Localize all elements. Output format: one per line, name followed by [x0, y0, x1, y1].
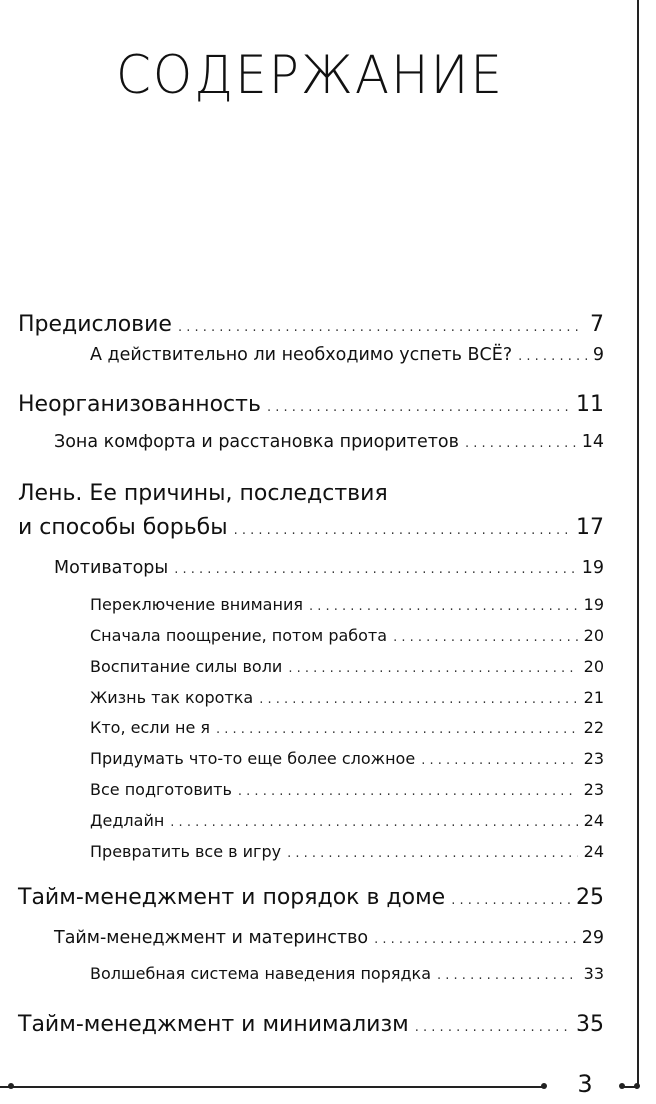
toc-leader-dots — [267, 400, 570, 415]
toc-leader-dots — [451, 893, 570, 908]
toc-entry[interactable] — [90, 749, 604, 768]
toc-entry-label: Зона комфорта и расстановка приоритетов — [54, 432, 459, 452]
toc-page-number: 35 — [576, 1012, 604, 1037]
toc-entry[interactable] — [90, 842, 604, 861]
toc-page-number: 19 — [581, 558, 604, 578]
toc-entry-label: Придумать что-то еще более сложное — [90, 749, 416, 768]
toc-entry-label: Мотиваторы — [54, 558, 169, 578]
toc-entry-label: А действительно ли необходимо успеть ВСЁ? — [90, 345, 513, 365]
toc-leader-dots — [309, 599, 578, 614]
toc-entry-label: Все подготовить — [90, 780, 232, 799]
toc-entry-label: Воспитание силы воли — [90, 657, 283, 676]
toc-page-number: 20 — [583, 626, 604, 645]
toc-entry[interactable] — [90, 964, 604, 983]
toc-leader-dots — [288, 661, 577, 676]
toc-entry-label: Жизнь так коротка — [90, 688, 254, 707]
toc-entry[interactable] — [54, 928, 604, 948]
toc-entry[interactable] — [54, 558, 604, 578]
toc-entry[interactable] — [90, 811, 604, 830]
toc-page-number: 33 — [583, 964, 604, 983]
toc-entry[interactable] — [18, 515, 604, 540]
toc-page-number: 23 — [583, 780, 604, 799]
toc-entry-label: Тайм-менеджмент и минимализм — [18, 1012, 409, 1037]
toc-entry[interactable] — [90, 595, 604, 614]
toc-page-number: 29 — [581, 928, 604, 948]
toc-page-number: 7 — [590, 312, 604, 337]
toc-entry-label: Дедлайн — [90, 811, 165, 830]
toc-page-number: 19 — [583, 595, 604, 614]
toc-entry[interactable] — [90, 780, 604, 799]
toc-page-number: 21 — [583, 688, 604, 707]
toc-entry-label: и способы борьбы — [18, 515, 228, 540]
toc-leader-dots — [234, 523, 570, 538]
toc-page-number: 24 — [583, 842, 604, 861]
toc-page-number: 17 — [576, 515, 604, 540]
toc-page-number: 9 — [592, 345, 604, 365]
toc-leader-dots — [415, 1020, 570, 1035]
toc-leader-dots — [216, 722, 578, 737]
toc-entry-label: Предисловие — [18, 312, 172, 337]
toc-leader-dots — [178, 320, 584, 335]
toc-entry[interactable] — [90, 688, 604, 707]
page-number: 3 — [577, 1070, 593, 1098]
toc-leader-dots — [287, 846, 578, 861]
toc-entry-label: Волшебная система наведения порядка — [90, 964, 432, 983]
toc-entry[interactable] — [18, 392, 604, 417]
toc-leader-dots — [238, 784, 578, 799]
toc-entry-label: Кто, если не я — [90, 718, 211, 737]
toc-entry[interactable] — [90, 345, 604, 365]
page-title: СОДЕРЖАНИЕ — [116, 44, 504, 106]
toc-entry-label: Сначала поощрение, потом работа — [90, 626, 388, 645]
toc-page-number: 25 — [576, 885, 604, 910]
toc-entry-label: Неорганизованность — [18, 392, 261, 417]
toc-page-number: 24 — [583, 811, 604, 830]
toc-leader-dots — [374, 932, 576, 947]
toc-entry-label-line1[interactable]: Лень. Ее причины, последствия — [18, 481, 388, 506]
toc-entry[interactable] — [90, 718, 604, 737]
toc-page-number: 22 — [583, 718, 604, 737]
toc-leader-dots — [393, 630, 578, 645]
toc-page-number: 11 — [576, 392, 604, 417]
toc-entry[interactable] — [90, 626, 604, 645]
toc-entry-label: Тайм-менеджмент и порядок в доме — [18, 885, 446, 910]
toc-entry[interactable] — [18, 1012, 604, 1037]
toc-page-number: 20 — [583, 657, 604, 676]
toc-page-number: 14 — [581, 432, 604, 452]
toc-leader-dots — [421, 753, 577, 768]
toc-page-number: 23 — [583, 749, 604, 768]
toc-leader-dots — [174, 562, 575, 577]
toc-leader-dots — [437, 968, 578, 983]
toc-entry-label: Тайм-менеджмент и материнство — [54, 928, 369, 948]
toc-entry[interactable] — [90, 657, 604, 676]
toc-entry[interactable] — [18, 312, 604, 337]
toc-leader-dots — [518, 349, 587, 364]
toc-entry-label: Переключение внимания — [90, 595, 303, 614]
toc-entry-label: Превратить все в игру — [90, 842, 282, 861]
toc-leader-dots — [259, 692, 577, 707]
toc-leader-dots — [465, 436, 576, 451]
toc-leader-dots — [170, 815, 577, 830]
toc-entry[interactable] — [54, 432, 604, 452]
toc-entry[interactable] — [18, 885, 604, 910]
